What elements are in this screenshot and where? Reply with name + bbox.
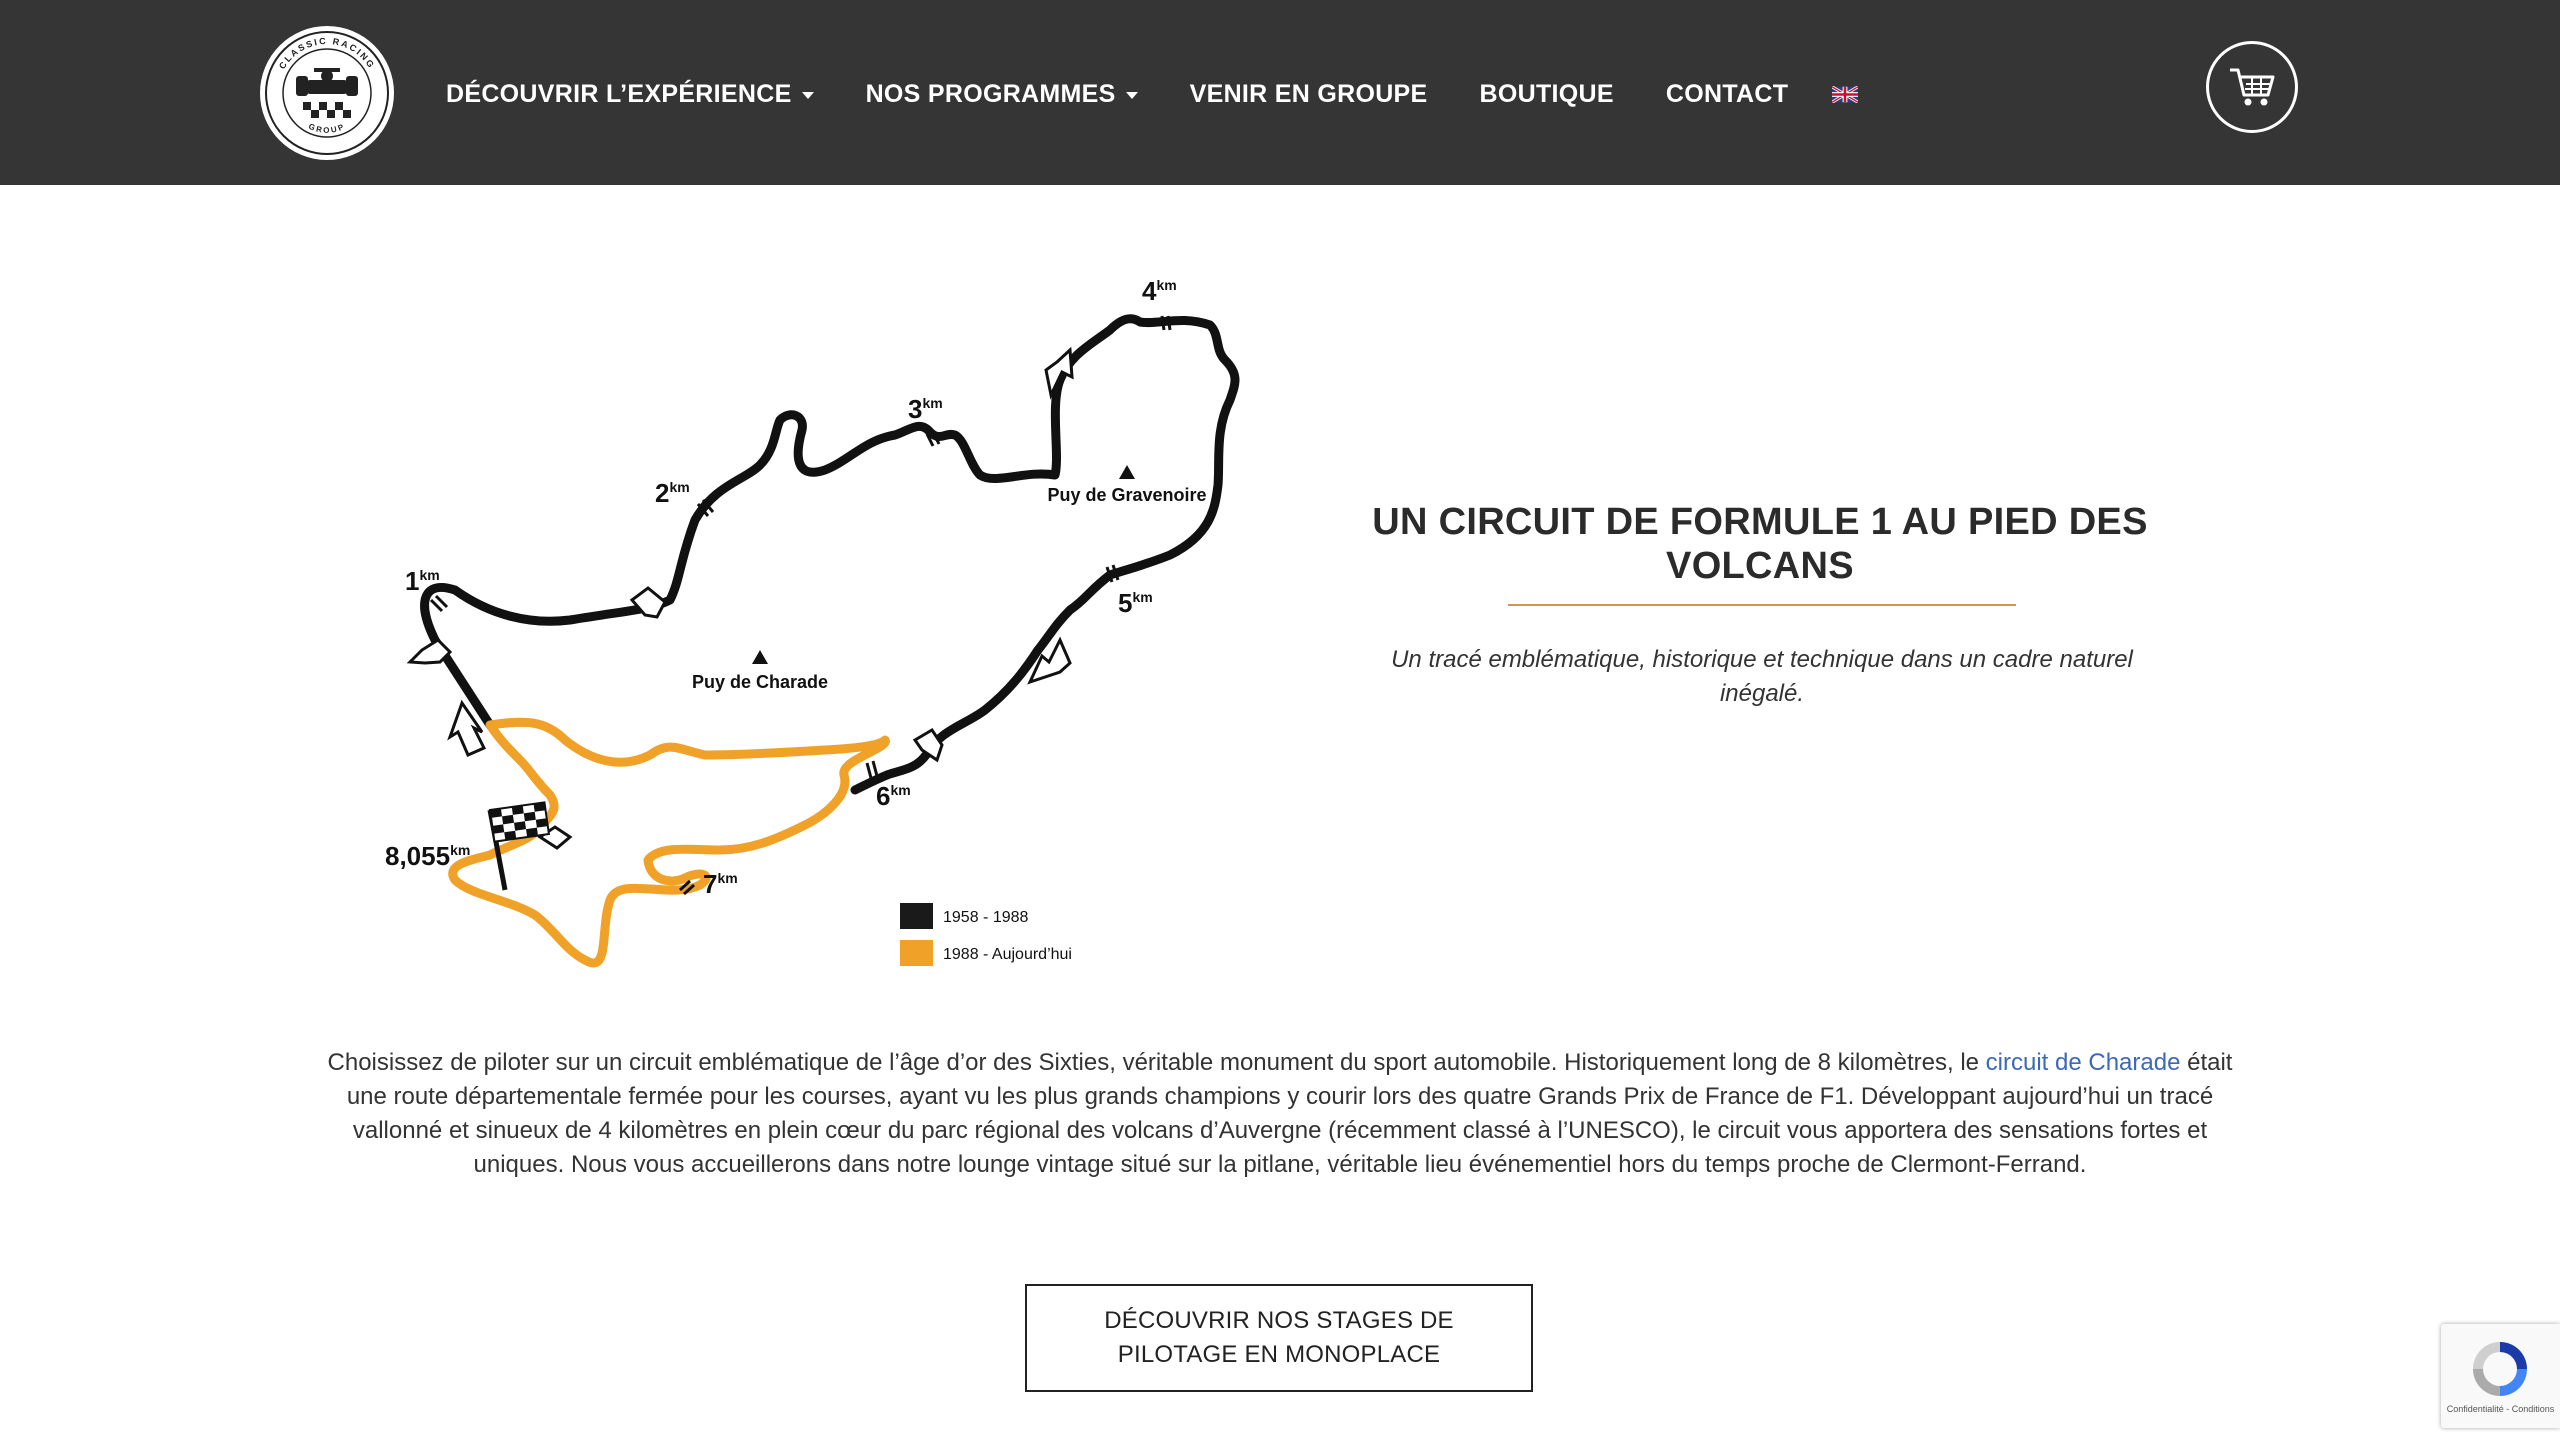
- section-heading: UN CIRCUIT DE FORMULE 1 AU PIED DES VOLCANS: [1372, 501, 2148, 587]
- circuit-track-1988-today: [453, 722, 886, 963]
- km-marker-6: $6^{km}$: [876, 781, 911, 811]
- km-marker-3: $3^{km}$: [908, 394, 943, 424]
- nav-item-contact[interactable]: [1666, 80, 1788, 109]
- km-marker-total: $8,055^{km}$: [385, 841, 471, 871]
- nav-item-label: VENIR EN GROUPE: [1189, 79, 1428, 108]
- nav-item-label: BOUTIQUE: [1479, 79, 1614, 108]
- circuit-map: [370, 270, 1270, 980]
- nav-item-decouvrir-experience[interactable]: [446, 80, 814, 109]
- chevron-down-icon: [1126, 92, 1138, 99]
- circuit-track-1958-1988: [425, 319, 1235, 790]
- nav-item-label: CONTACT: [1665, 79, 1789, 108]
- mountain-peak-icon: [1119, 465, 1135, 479]
- cta-label: DÉCOUVRIR NOS STAGES DE PILOTAGE EN MONOPLACE: [1104, 1307, 1454, 1368]
- main-navigation: [446, 72, 1858, 116]
- body-text: était une route départementale fermée pour les courses, ayant vu les plus grands champions y courir lors des quatre Grands Prix de France de F1. Développant aujourd’hui un tracé vallonné et sinueux de 4 kilomètres en plein cœur du parc régional des volcans d’Auvergne (récemment classé à l’UNESCO), le circuit vous apportera des sensations fortes et uniques. Nous vous accueillerons dans notre lounge vintage situé sur la pitlane, véritable lieu événementiel hors du temps proche de Clermont-Ferrand.: [346, 1049, 2233, 1178]
- chicane-marker-icon: [410, 640, 450, 663]
- nav-item-label: DÉCOUVRIR L’EXPÉRIENCE: [446, 79, 792, 108]
- peak-label-charade: Puy de Charade: [691, 672, 829, 692]
- svg-text:CLASSIC RACING: CLASSIC RACING: [276, 35, 378, 71]
- peak-label-gravenoire: Puy de Gravenoire: [1047, 485, 1207, 505]
- legend-swatch-orange: [900, 940, 933, 966]
- site-header: [0, 0, 2560, 185]
- km-marker-2: $2^{km}$: [655, 478, 690, 508]
- legend-label: 1958 - 1988: [943, 909, 1029, 926]
- recaptcha-icon: [2465, 1334, 2535, 1404]
- shopping-cart-icon: [2228, 65, 2276, 109]
- svg-text:GROUP: GROUP: [307, 121, 347, 135]
- mountain-peak-icon: [752, 650, 768, 664]
- km-marker-1: $1^{km}$: [405, 566, 440, 596]
- section-subheading: Un tracé emblématique, historique et technique dans un cadre naturel inégalé.: [1391, 646, 2133, 707]
- heading-divider: [1508, 604, 2016, 606]
- body-paragraph: [326, 1046, 2234, 1182]
- circuit-de-charade-link[interactable]: circuit de Charade: [1985, 1049, 2181, 1076]
- nav-item-boutique[interactable]: [1480, 80, 1614, 109]
- nav-item-label: NOS PROGRAMMES: [865, 79, 1116, 108]
- chevron-down-icon: [802, 92, 814, 99]
- km-marker-7: $7^{km}$: [703, 869, 738, 899]
- legend-label: 1988 - Aujourd’hui: [943, 946, 1072, 963]
- nav-item-nos-programmes[interactable]: [866, 80, 1138, 109]
- classic-racing-group-logo[interactable]: [258, 24, 396, 162]
- km-marker-4: $4^{km}$: [1142, 276, 1177, 306]
- uk-flag-icon[interactable]: [1832, 86, 1858, 103]
- body-text: Choisissez de piloter sur un circuit emblématique de l’âge d’or des Sixties, véritable monument du sport automobile. Historiquement long de 8 kilomètres, le: [327, 1049, 1986, 1076]
- km-marker-5: $5^{km}$: [1118, 588, 1153, 618]
- nav-item-venir-en-groupe[interactable]: [1190, 80, 1428, 109]
- recaptcha-terms: Confidentialité - Conditions: [2446, 1404, 2555, 1414]
- cart-button[interactable]: [2206, 41, 2298, 133]
- discover-monoplace-button[interactable]: [1025, 1284, 1533, 1392]
- recaptcha-badge[interactable]: [2441, 1324, 2560, 1428]
- legend-swatch-black: [900, 903, 933, 929]
